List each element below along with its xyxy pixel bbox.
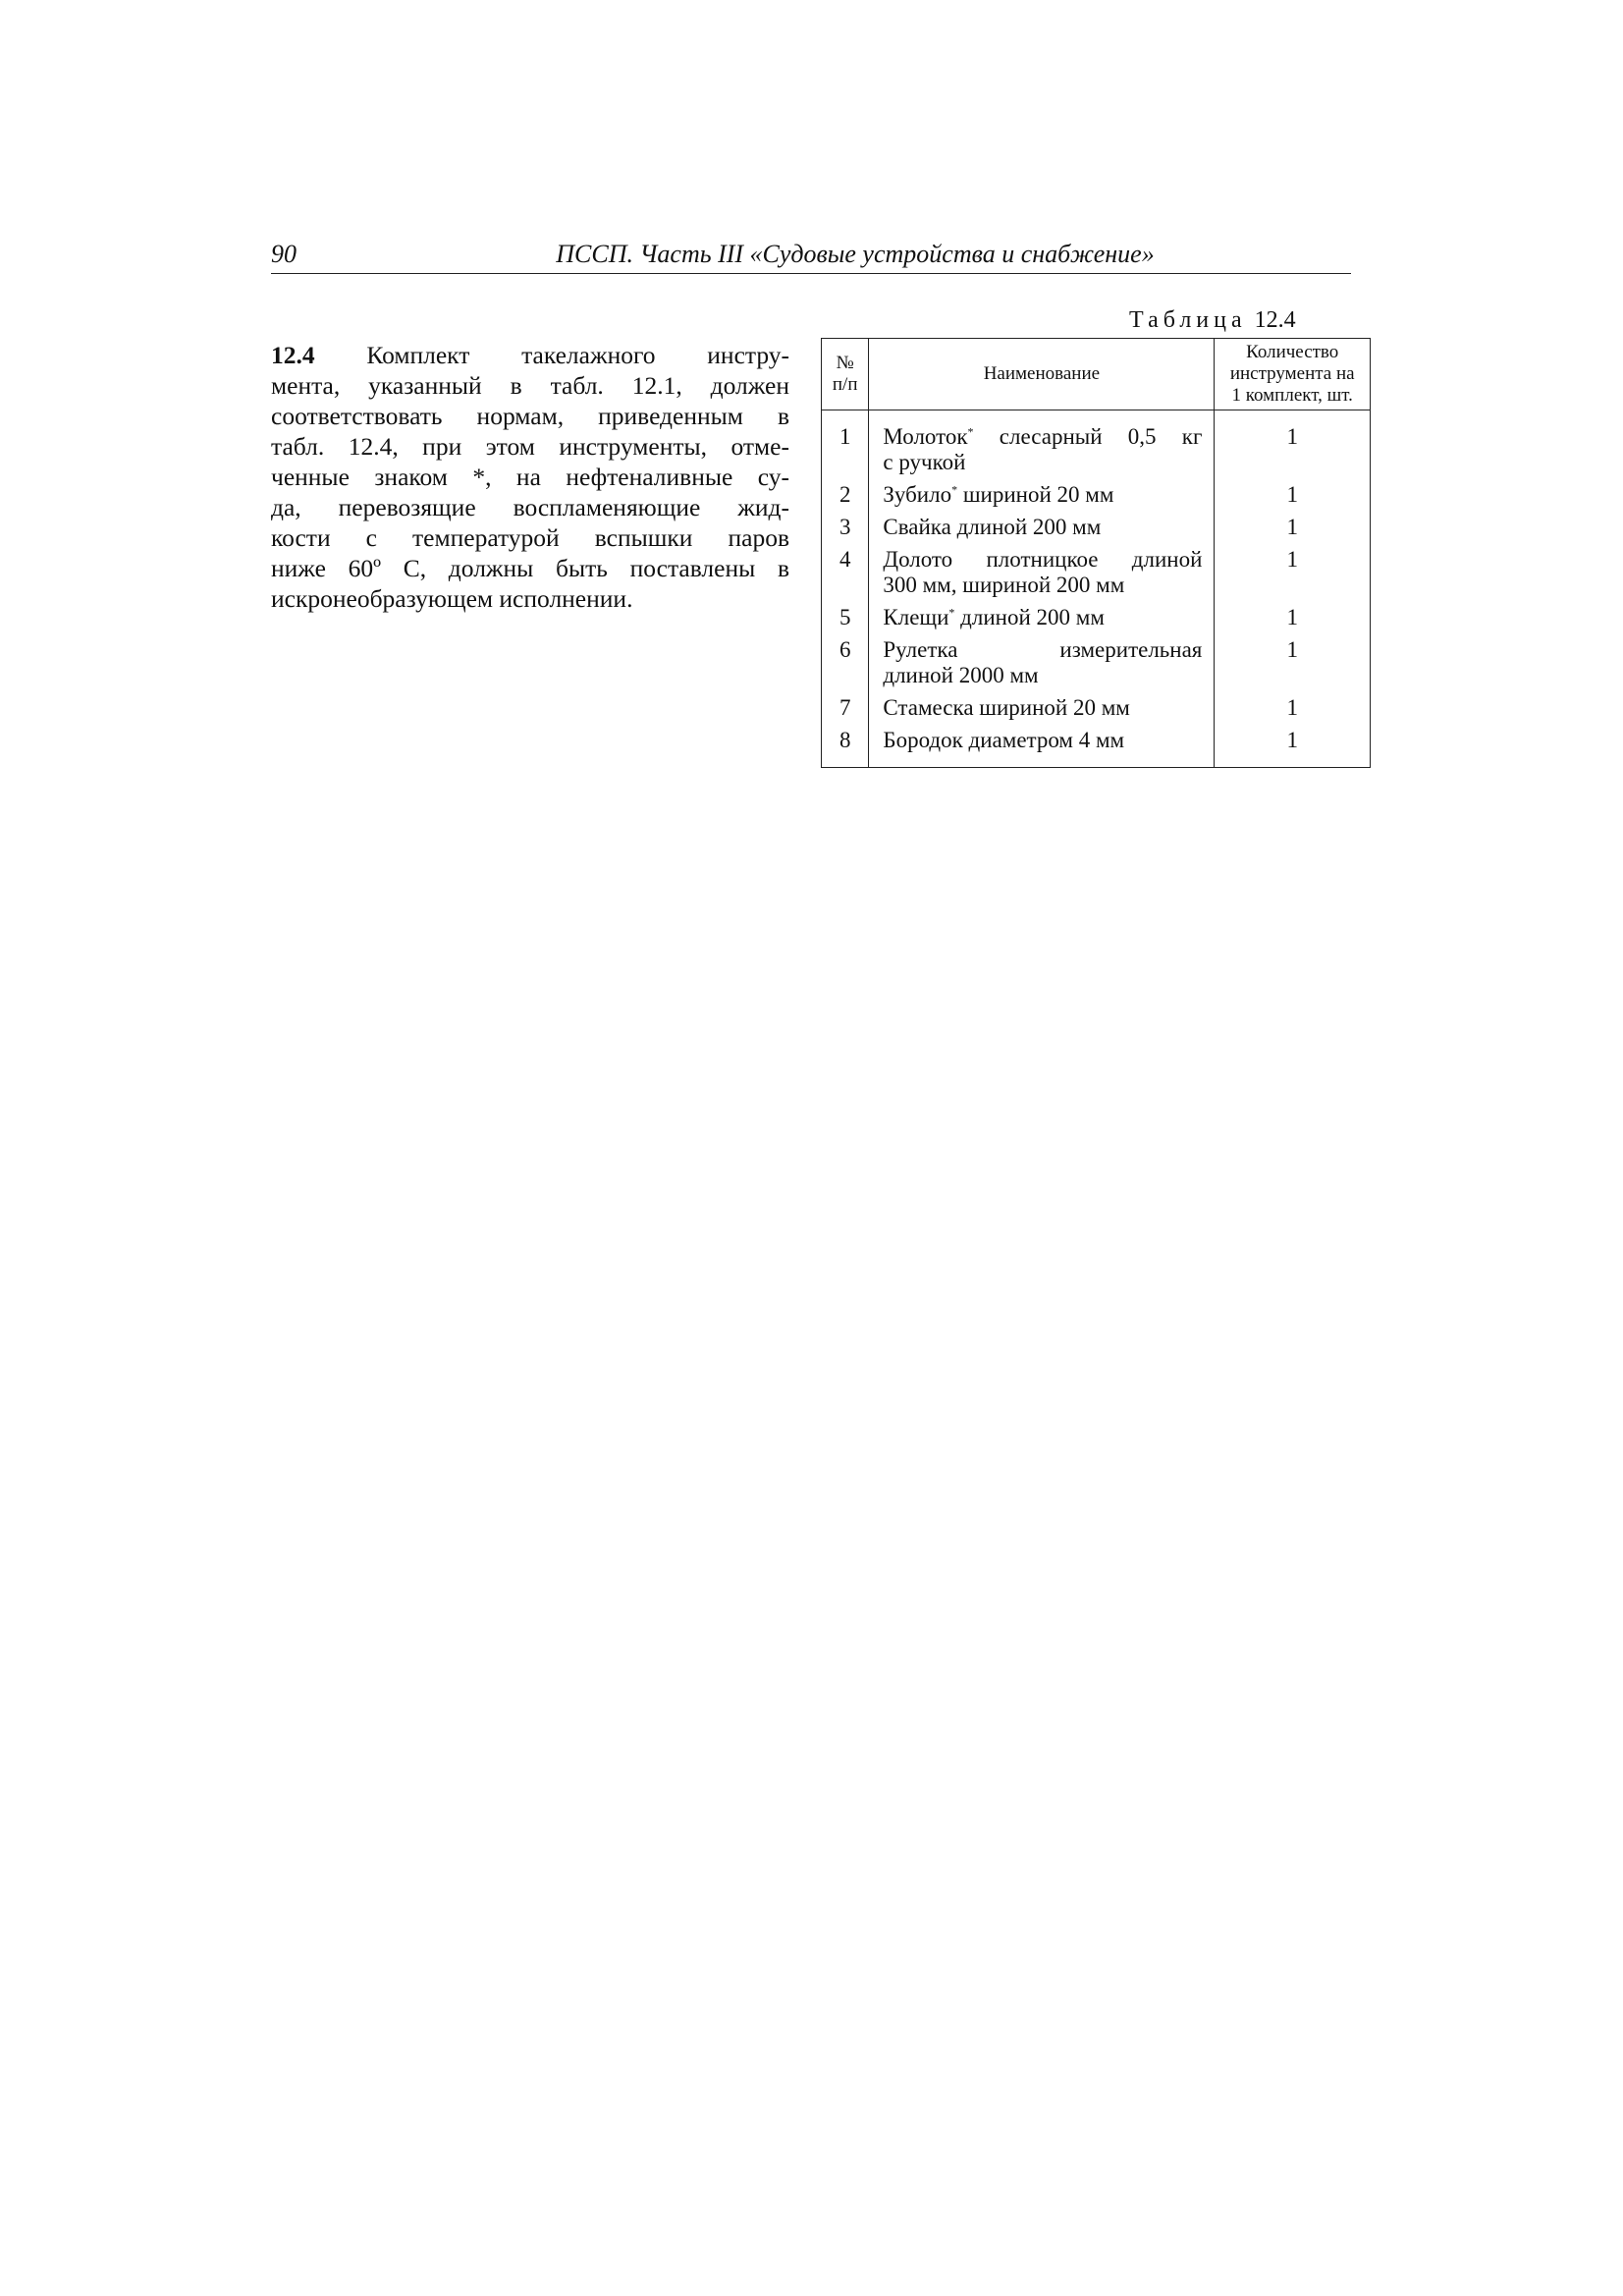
row-name: Долото плотницкое длиной 300 мм, шириной 200 мм [869,543,1215,601]
row-number: 7 [822,691,869,724]
row-quantity: 1 [1215,511,1371,543]
running-title: ПССП. Часть III «Судовые устройства и снабжение» [556,240,1155,268]
table-row [822,511,1371,543]
row-number: 8 [822,724,869,768]
tools-table [821,338,1371,768]
paragraph-line: ниже 60º С, должны быть поставлены в [271,554,789,582]
row-name: Рулетка измерительная длиной 2000 мм [869,633,1215,691]
paragraph-line: кости с температурой вспышки паров [271,523,789,552]
row-name: Зубило* шириной 20 мм [869,478,1215,511]
row-number: 4 [822,543,869,601]
row-quantity: 1 [1215,601,1371,633]
page-header [271,240,1351,274]
paragraph-number: 12.4 [271,341,315,369]
table-row [822,691,1371,724]
header-no: № п/п [822,339,869,410]
paragraph-line: соответствовать нормам, приведенным в [271,402,789,430]
row-name: Свайка длиной 200 мм [869,511,1215,543]
header-quantity: Количество инструмента на 1 комплект, шт. [1215,339,1371,410]
table-caption [1129,307,1296,334]
paragraph-12-4 [271,340,789,614]
table-row [822,724,1371,768]
row-name: Клещи* длиной 200 мм [869,601,1215,633]
row-name: Бородок диаметром 4 мм [869,724,1215,768]
row-quantity: 1 [1215,691,1371,724]
row-number: 3 [822,511,869,543]
row-quantity: 1 [1215,410,1371,479]
asterisk-mark: * [967,424,974,439]
paragraph-line: ченные знаком *, на нефтеналивные су- [271,463,789,491]
header-name: Наименование [869,339,1215,410]
row-number: 1 [822,410,869,479]
row-quantity: 1 [1215,724,1371,768]
row-name: Стамеска шириной 20 мм [869,691,1215,724]
paragraph-line: табл. 12.4, при этом инструменты, отме- [271,432,789,461]
table-header-row [822,339,1371,410]
row-quantity: 1 [1215,543,1371,601]
paragraph-line: мента, указанный в табл. 12.1, должен [271,371,789,400]
page-number: 90 [271,240,297,268]
paragraph-line: искронеобразующем исполнении. [271,584,633,613]
row-quantity: 1 [1215,478,1371,511]
table-row [822,601,1371,633]
row-number: 2 [822,478,869,511]
table-row [822,410,1371,479]
table-caption-number: 12.4 [1254,307,1296,333]
table-row [822,633,1371,691]
table-caption-word: Таблица [1129,307,1247,333]
row-quantity: 1 [1215,633,1371,691]
paragraph-line: да, перевозящие воспламеняющие жид- [271,493,789,521]
asterisk-mark: * [948,605,955,620]
paragraph-line: 12.4 Комплект такелажного инстру- [271,341,789,369]
table-row [822,543,1371,601]
row-name: Молоток* слесарный 0,5 кг с ручкой [869,410,1215,479]
asterisk-mark: * [951,482,958,497]
table-row [822,478,1371,511]
row-number: 5 [822,601,869,633]
row-number: 6 [822,633,869,691]
